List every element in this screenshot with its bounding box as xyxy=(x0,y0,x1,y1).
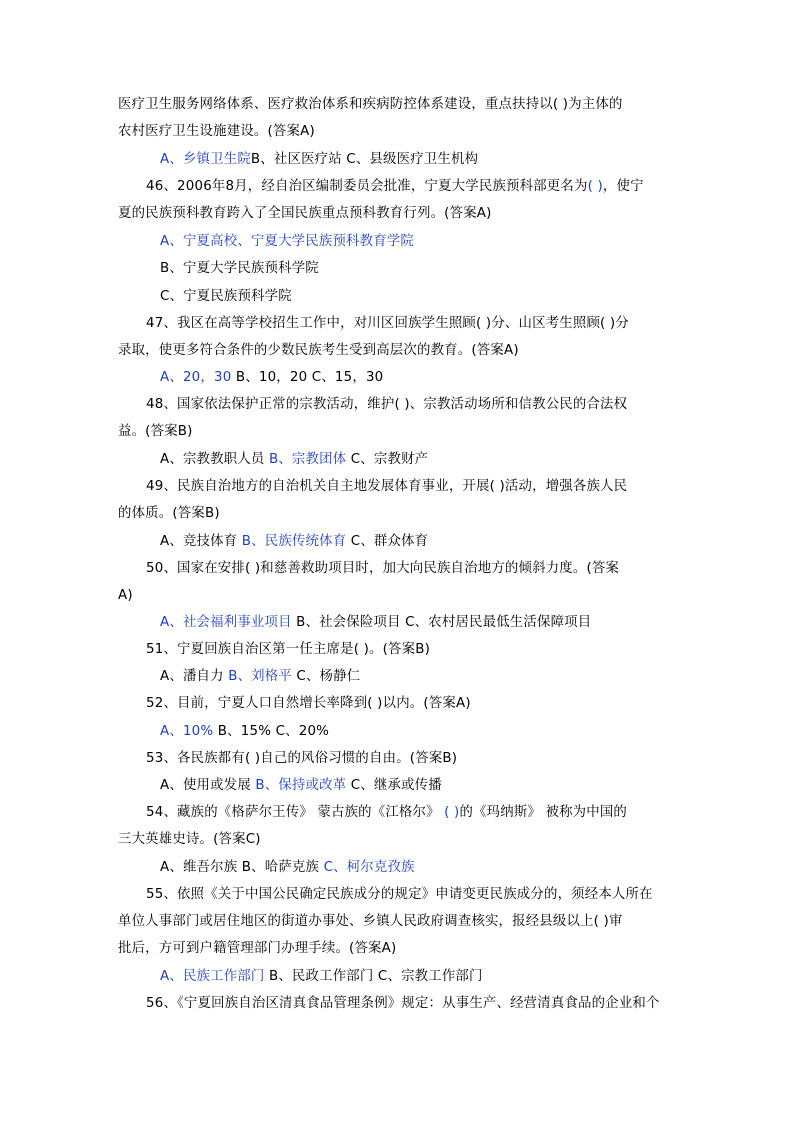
answer-options: A、20，30 B、10，20 C、15，30 xyxy=(160,370,384,385)
question-55: 55、依照《关于中国公民确定民族成分的规定》申请变更民族成分的，须经本人所在 xyxy=(146,887,653,902)
question-56: 56、《宁夏回族自治区清真食品管理条例》规定：从事生产、经营清真食品的企业和个 xyxy=(146,996,660,1011)
question-52: 52、目前，宁夏人口自然增长率降到( )以内。(答案A) xyxy=(146,696,471,711)
question-47: 47、我区在高等学校招生工作中，对川区回族学生照顾( )分、山区考生照顾( )分 xyxy=(146,316,629,331)
text-line: 单位人事部门或居住地区的街道办事处、乡镇人民政府调查核实，报经县级以上( )审 xyxy=(118,914,623,929)
answer-options: A、宁夏高校、宁夏大学民族预科教育学院 xyxy=(160,234,414,249)
text-line: A) xyxy=(118,588,133,603)
answer-options: A、维吾尔族 B、哈萨克族 C、柯尔克孜族 xyxy=(160,860,415,875)
answer-options: A、潘自力 B、刘格平 C、杨静仁 xyxy=(160,669,361,684)
answer-options: A、使用或发展 B、保持或改革 C、继承或传播 xyxy=(160,778,442,793)
text-line: 录取，使更多符合条件的少数民族考生受到高层次的教育。(答案A) xyxy=(118,343,519,358)
question-51: 51、宁夏回族自治区第一任主席是( )。(答案B) xyxy=(146,642,431,657)
answer-options: B、宁夏大学民族预科学院 xyxy=(160,261,319,276)
answer-options: C、宁夏民族预科学院 xyxy=(160,289,292,304)
answer-options: A、民族工作部门 B、民政工作部门 C、宗教工作部门 xyxy=(160,969,483,984)
answer-options: A、乡镇卫生院B、社区医疗站 C、县级医疗卫生机构 xyxy=(160,152,479,167)
question-49: 49、民族自治地方的自治机关自主地发展体育事业，开展( )活动，增强各族人民 xyxy=(146,479,628,494)
answer-options: A、竞技体育 B、民族传统体育 C、群众体育 xyxy=(160,534,429,549)
text-line: 的体质。(答案B) xyxy=(118,506,220,521)
question-48: 48、国家依法保护正常的宗教活动，维护( )、宗教活动场所和信教公民的合法权 xyxy=(146,397,628,412)
question-50: 50、国家在安排( )和慈善救助项目时，加大向民族自治地方的倾斜力度。(答案 xyxy=(146,561,620,576)
answer-options: A、社会福利事业项目 B、社会保险项目 C、农村居民最低生活保障项目 xyxy=(160,615,592,630)
question-46: 46、2006年8月，经自治区编制委员会批准，宁夏大学民族预科部更名为( )，使宁 xyxy=(146,179,644,194)
text-line: 批后，方可到户籍管理部门办理手续。(答案A) xyxy=(118,941,397,956)
text-line: 医疗卫生服务网络体系、医疗救治体系和疾病防控体系建设，重点扶持以( )为主体的 xyxy=(118,97,623,112)
question-53: 53、各民族都有( )自己的风俗习惯的自由。(答案B) xyxy=(146,751,458,766)
answer-options: A、10% B、15% C、20% xyxy=(160,724,330,739)
text-line: 益。(答案B) xyxy=(118,424,193,439)
text-line: 农村医疗卫生设施建设。(答案A) xyxy=(118,124,315,139)
question-54: 54、藏族的《格萨尔王传》 蒙古族的《江格尔》 ( )的《玛纳斯》 被称为中国的 xyxy=(146,805,628,820)
text-line: 三大英雄史诗。(答案C) xyxy=(118,832,261,847)
answer-options: A、宗教教职人员 B、宗教团体 C、宗教财产 xyxy=(160,452,429,467)
text-line: 夏的民族预科教育跨入了全国民族重点预科教育行列。(答案A) xyxy=(118,206,492,221)
